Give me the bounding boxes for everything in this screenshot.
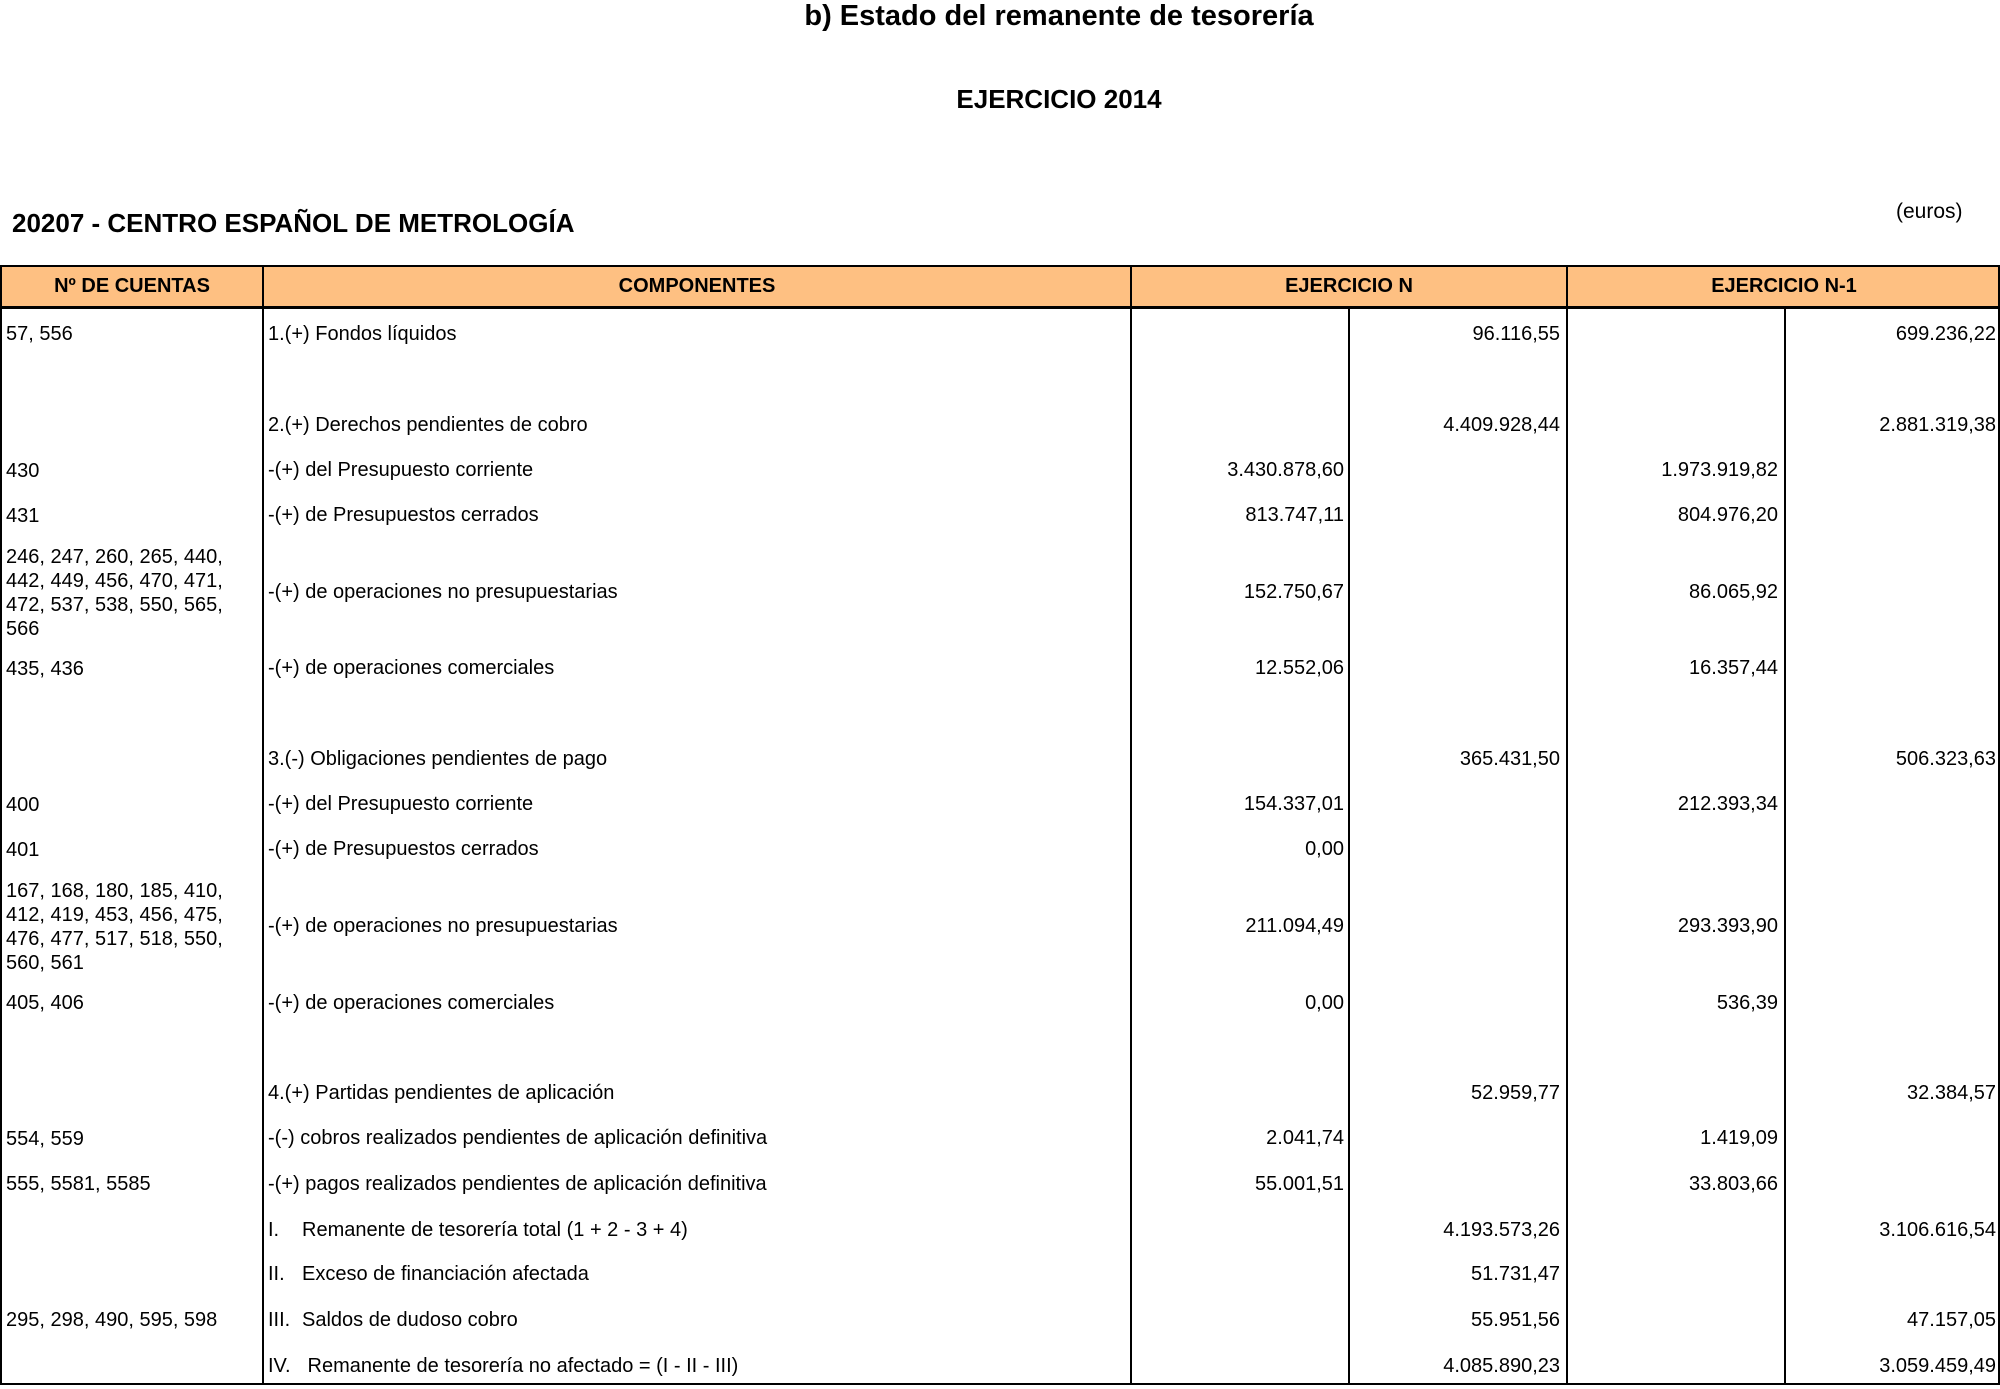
ejercicio-n1-total-value (1786, 873, 1996, 980)
ejercicio-n-detail-value: 55.001,51 (1255, 1172, 1344, 1195)
entity-name: 20207 - CENTRO ESPAÑOL DE METROLOGÍA (12, 208, 575, 238)
ejercicio-n-total-value: 365.431,50 (1459, 747, 1560, 770)
ejercicio-n-detail-value (1132, 402, 1344, 448)
ejercicio-n1-detail-value: 86.065,92 (1689, 581, 1778, 603)
account-numbers (6, 1252, 256, 1297)
ejercicio-n-detail-value: 3.430.878,60 (1227, 459, 1344, 481)
ejercicio-n1-total-value (1786, 1161, 1996, 1207)
table-row (2, 1343, 1998, 1389)
component-cell (268, 827, 1128, 872)
table-row (2, 736, 1998, 782)
ejercicio-n1-total-value (1786, 493, 1996, 538)
table-row (2, 1116, 1998, 1161)
ejercicio-n-detail-value: 2.041,74 (1266, 1127, 1344, 1149)
component-label: -(+) pagos realizados pendientes de aplicación definitiva (268, 1172, 767, 1195)
ejercicio-n1-detail-value (1568, 736, 1778, 782)
table-row (2, 873, 1998, 980)
ejercicio-n-total-value (1350, 827, 1560, 872)
account-numbers (6, 1070, 256, 1116)
account-numbers: 167, 168, 180, 185, 410, 412, 419, 453, 456, 475, 476, 477, 517, 518, 550, 560, 561 (6, 879, 223, 974)
ejercicio-n1-total-value (1786, 448, 1996, 493)
roman-numeral: II. (268, 1263, 285, 1285)
component-label: -(+) de operaciones no presupuestarias (268, 581, 618, 603)
component-label: 1.(+) Fondos líquidos (268, 322, 457, 345)
table-row (2, 402, 1998, 448)
ejercicio-n1-detail-value: 1.973.919,82 (1661, 459, 1778, 481)
account-numbers (6, 736, 256, 782)
account-numbers: 57, 556 (6, 323, 73, 345)
component-label: Remanente de tesorería total (1 + 2 - 3 + 4) (302, 1218, 688, 1241)
account-numbers (6, 1343, 256, 1389)
table-row (2, 827, 1998, 872)
account-numbers: 400 (6, 793, 40, 816)
ejercicio-n1-detail-value: 536,39 (1716, 991, 1778, 1014)
ejercicio-n1-total-value: 699.236,22 (1895, 322, 1996, 345)
component-cell (268, 448, 1128, 493)
ejercicio-n1-total-value: 3.106.616,54 (1879, 1218, 1996, 1241)
ejercicio-n-total-value: 51.731,47 (1471, 1263, 1560, 1285)
component-cell (268, 1161, 1128, 1207)
component-label: -(+) de operaciones comerciales (268, 991, 555, 1014)
account-numbers: 401 (6, 838, 40, 861)
ejercicio-n-total-value (1350, 873, 1560, 980)
ejercicio-n1-total-value: 2.881.319,38 (1879, 413, 1996, 436)
roman-numeral: IV. (268, 1354, 291, 1377)
header-componentes: COMPONENTES (618, 275, 776, 297)
table-row (2, 782, 1998, 827)
account-numbers: 405, 406 (6, 992, 84, 1014)
component-label: -(+) del Presupuesto corriente (268, 793, 534, 815)
ejercicio-n-detail-value: 154.337,01 (1243, 793, 1344, 815)
ejercicio-n1-detail-value (1568, 1297, 1778, 1343)
component-cell (268, 539, 1128, 646)
ejercicio-n-detail-value (1132, 736, 1344, 782)
component-cell (268, 980, 1128, 1026)
ejercicio-n-total-value: 55.951,56 (1471, 1308, 1560, 1331)
ejercicio-n1-detail-value (1568, 827, 1778, 872)
table-row (2, 448, 1998, 493)
ejercicio-n-detail-value: 152.750,67 (1243, 581, 1344, 603)
ejercicio-n-total-value: 52.959,77 (1471, 1081, 1560, 1104)
ejercicio-n-detail-value (1132, 1343, 1344, 1389)
table-row (2, 311, 1998, 357)
table-header (2, 267, 1998, 309)
ejercicio-n-detail-value (1132, 311, 1344, 357)
ejercicio-n1-detail-value (1568, 1343, 1778, 1389)
ejercicio-n1-total-value (1786, 782, 1996, 827)
header-cuentas: Nº DE CUENTAS (54, 275, 210, 297)
ejercicio-n-detail-value: 813.747,11 (1245, 504, 1344, 526)
document-title: b) Estado del remanente de tesorería (804, 0, 1314, 32)
component-label: Remanente de tesorería no afectado = (I - II - III) (302, 1354, 739, 1377)
component-cell (268, 1116, 1128, 1161)
ejercicio-n1-detail-value (1568, 1252, 1778, 1297)
ejercicio-n-total-value (1350, 646, 1560, 691)
ejercicio-n-total-value (1350, 493, 1560, 538)
header-ejercicio-n1: EJERCICIO N-1 (1711, 275, 1857, 297)
ejercicio-n-detail-value: 0,00 (1305, 991, 1344, 1014)
ejercicio-n-total-value: 4.409.928,44 (1443, 413, 1560, 436)
roman-numeral: I. (268, 1218, 280, 1241)
ejercicio-n-total-value (1350, 539, 1560, 646)
ejercicio-n-total-value (1350, 1116, 1560, 1161)
ejercicio-n-total-value: 4.193.573,26 (1443, 1218, 1560, 1241)
component-label: -(-) cobros realizados pendientes de aplicación definitiva (268, 1127, 768, 1149)
component-label: -(+) de Presupuestos cerrados (268, 838, 539, 860)
table-row (2, 1207, 1998, 1253)
account-numbers: 246, 247, 260, 265, 440, 442, 449, 456, 470, 471, 472, 537, 538, 550, 565, 566 (6, 545, 223, 640)
remanente-table (0, 265, 2000, 1385)
ejercicio-n-detail-value: 211.094,49 (1245, 915, 1344, 937)
table-row (2, 1297, 1998, 1343)
ejercicio-n1-total-value (1786, 646, 1996, 691)
ejercicio-n1-detail-value: 293.393,90 (1677, 915, 1778, 937)
ejercicio-n1-total-value: 47.157,05 (1907, 1308, 1996, 1331)
ejercicio-n-detail-value: 12.552,06 (1255, 657, 1344, 679)
ejercicio-n1-detail-value: 804.976,20 (1677, 504, 1778, 526)
component-label: 4.(+) Partidas pendientes de aplicación (268, 1081, 615, 1104)
table-row (2, 493, 1998, 538)
ejercicio-n-detail-value (1132, 1252, 1344, 1297)
ejercicio-n-total-value: 96.116,55 (1472, 322, 1560, 345)
ejercicio-n1-total-value (1786, 980, 1996, 1026)
ejercicio-n-detail-value: 0,00 (1305, 838, 1344, 860)
component-cell (268, 1207, 1128, 1253)
ejercicio-n1-total-value: 506.323,63 (1895, 747, 1996, 770)
header-ejercicio-n: EJERCICIO N (1285, 275, 1413, 297)
table-row (2, 1070, 1998, 1116)
ejercicio-n1-detail-value (1568, 1207, 1778, 1253)
component-label: 2.(+) Derechos pendientes de cobro (268, 413, 588, 436)
currency-units-note: (euros) (1896, 200, 1963, 223)
component-cell (268, 402, 1128, 448)
ejercicio-n1-detail-value (1568, 1070, 1778, 1116)
ejercicio-n1-detail-value: 212.393,34 (1677, 793, 1778, 815)
table-row (2, 1252, 1998, 1297)
table-row (2, 1161, 1998, 1207)
ejercicio-n-total-value (1350, 782, 1560, 827)
ejercicio-n1-detail-value: 1.419,09 (1700, 1127, 1778, 1149)
component-cell (268, 1297, 1128, 1343)
component-cell (268, 311, 1128, 357)
account-numbers: 430 (6, 459, 40, 482)
account-numbers: 435, 436 (6, 657, 84, 680)
fiscal-year-heading: EJERCICIO 2014 (956, 84, 1162, 114)
ejercicio-n1-detail-value (1568, 402, 1778, 448)
ejercicio-n1-total-value (1786, 1116, 1996, 1161)
table-row (2, 646, 1998, 691)
component-cell (268, 873, 1128, 980)
component-label: 3.(-) Obligaciones pendientes de pago (268, 747, 608, 770)
ejercicio-n1-detail-value: 33.803,66 (1689, 1172, 1778, 1195)
account-numbers: 554, 559 (6, 1127, 84, 1150)
component-label: -(+) de Presupuestos cerrados (268, 504, 539, 526)
component-label: -(+) del Presupuesto corriente (268, 459, 534, 481)
component-cell (268, 1070, 1128, 1116)
component-label: -(+) de operaciones comerciales (268, 657, 555, 679)
ejercicio-n-total-value (1350, 980, 1560, 1026)
account-numbers: 295, 298, 490, 595, 598 (6, 1309, 218, 1331)
table-row (2, 539, 1998, 646)
ejercicio-n-total-value (1350, 1161, 1560, 1207)
component-label: Exceso de financiación afectada (302, 1263, 589, 1285)
ejercicio-n-detail-value (1132, 1070, 1344, 1116)
ejercicio-n-detail-value (1132, 1207, 1344, 1253)
ejercicio-n1-total-value: 3.059.459,49 (1879, 1354, 1996, 1377)
ejercicio-n-detail-value (1132, 1297, 1344, 1343)
ejercicio-n-total-value: 4.085.890,23 (1443, 1354, 1560, 1377)
component-label: Saldos de dudoso cobro (302, 1308, 518, 1331)
ejercicio-n1-total-value (1786, 539, 1996, 646)
account-numbers: 555, 5581, 5585 (6, 1173, 151, 1195)
component-cell (268, 782, 1128, 827)
ejercicio-n1-total-value (1786, 827, 1996, 872)
roman-numeral: III. (268, 1308, 291, 1331)
component-cell (268, 646, 1128, 691)
ejercicio-n1-total-value: 32.384,57 (1907, 1081, 1996, 1104)
component-cell (268, 736, 1128, 782)
ejercicio-n1-total-value (1786, 1252, 1996, 1297)
account-numbers (6, 1207, 256, 1253)
ejercicio-n-total-value (1350, 448, 1560, 493)
component-cell (268, 493, 1128, 538)
table-row (2, 980, 1998, 1026)
component-cell (268, 1252, 1128, 1297)
ejercicio-n1-detail-value: 16.357,44 (1689, 657, 1778, 679)
component-label: -(+) de operaciones no presupuestarias (268, 915, 618, 937)
component-cell (268, 1343, 1128, 1389)
ejercicio-n1-detail-value (1568, 311, 1778, 357)
account-numbers (6, 402, 256, 448)
account-numbers: 431 (6, 504, 40, 527)
